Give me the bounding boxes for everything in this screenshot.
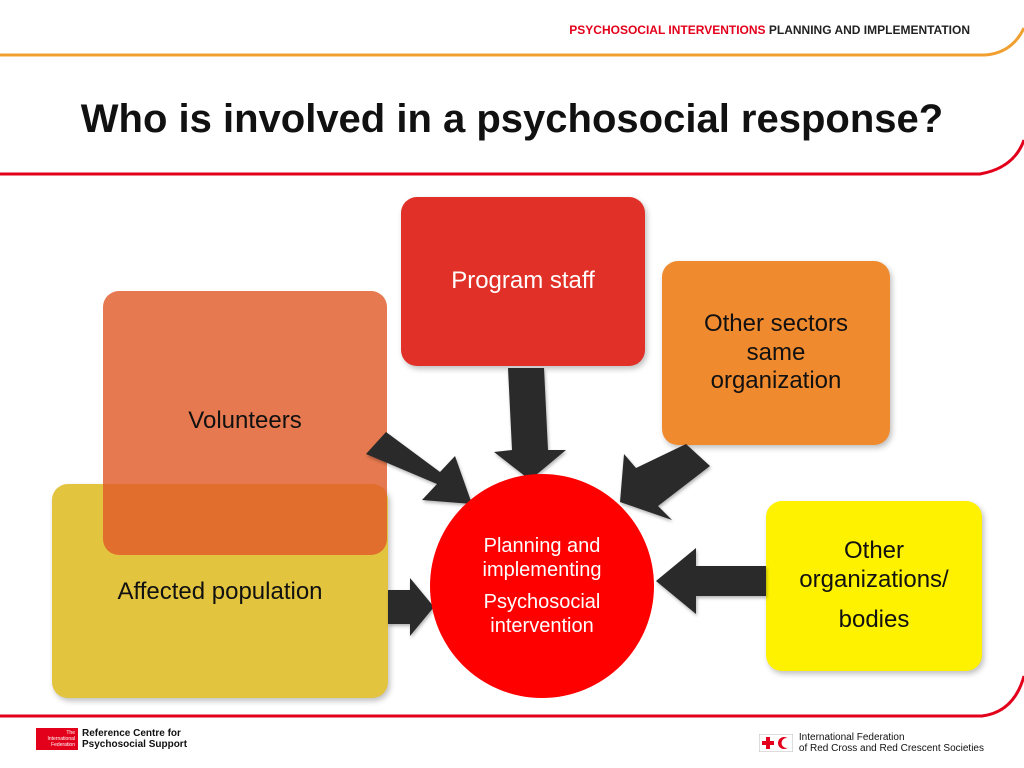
header-rest: PLANNING AND IMPLEMENTATION	[768, 23, 970, 37]
arrow-from-affected-population	[388, 578, 434, 636]
header-highlight: PSYCHOSOCIAL INTERVENTIONS	[569, 23, 766, 37]
reference-centre-line2: Psychosocial Support	[82, 739, 188, 750]
center-label-1: Planning and implementing	[482, 535, 602, 581]
arrow-from-program-staff	[494, 368, 566, 480]
federation-line1: International Federation	[798, 732, 905, 743]
center-planning-circle	[430, 474, 654, 698]
federation-line2: of Red Cross and Red Crescent Societies	[798, 743, 984, 754]
center-label-2: Psychosocial intervention	[483, 591, 601, 637]
footer-right-logo	[759, 732, 984, 754]
reference-centre-text	[82, 728, 187, 750]
other-organizations-label-2: bodies	[838, 606, 910, 634]
other-sectors-label: Other sectors same organization	[703, 309, 849, 395]
ifrc-small-logo: The International Federation	[36, 728, 78, 750]
arrow-from-other-organizations	[656, 548, 766, 614]
volunteers-label: Volunteers	[188, 406, 302, 434]
red-cross-crescent-emblem	[759, 734, 793, 752]
arrow-from-volunteers	[366, 432, 472, 504]
footer-left-logo	[36, 728, 187, 750]
program-staff-label: Program staff	[451, 267, 595, 294]
federation-text	[799, 732, 984, 754]
arrow-from-other-sectors	[620, 444, 710, 520]
page-title: Who is involved in a psychosocial response?	[80, 97, 944, 141]
reference-centre-line1: Reference Centre for	[82, 728, 181, 739]
affected-population-label: Affected population	[117, 577, 323, 605]
red-cross-crescent-icon	[759, 734, 793, 752]
other-organizations-label: Other organizations/	[799, 536, 949, 593]
